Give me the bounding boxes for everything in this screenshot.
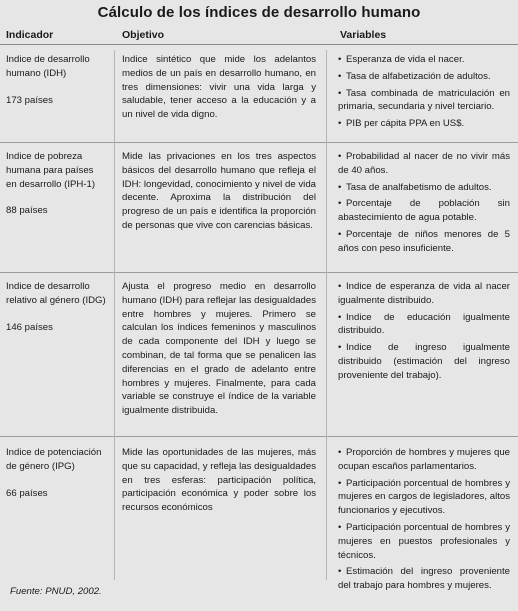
indicator-name: Indice de pobreza humana para países en desarrollo (IPH-1) <box>6 151 96 190</box>
variable-item: • Tasa de alfabetización de adultos. <box>338 70 491 82</box>
variable-item: • Tasa combinada de matriculación en primaria, secundaria y nivel terciario. <box>338 87 510 113</box>
variable-item: • Tasa de analfabetismo de adultos. <box>338 181 492 193</box>
indicator-cell <box>6 150 106 218</box>
variable-item: • Porcentaje de niños menores de 5 años con peso insuficiente. <box>338 228 510 254</box>
objective-cell: Mide las privaciones en los tres aspectos básicos del desarrollo humano que refleja el IDH: longevidad, conocimiento y nivel de vida decente. Aproxima la distribución del progreso de un país e identifica la proporción de personas que vive con carencias básicas. <box>122 151 316 231</box>
objective-cell: Ajusta el progreso medio en desarrollo humano (IDH) para reflejar las desigualdades entre hombres y mujeres. Primero se calculan los índices femeninos y masculinos de cada componente del IDH y luego se combinan, de tal forma que se penalicen las diferencias en el grado de adelanto entre hombres y mujeres. Finalmente, para cada variable se construye el índice de la variable igualmente distribuida. <box>122 281 316 417</box>
source-note: Fuente: PNUD, 2002. <box>10 586 102 597</box>
country-count: 146 países <box>6 321 53 333</box>
variable-item: • Estimación del ingreso proveniente del trabajo para hombres y mujeres. <box>338 566 510 592</box>
indicator-cell <box>6 446 106 500</box>
country-count: 66 países <box>6 487 48 499</box>
variable-item: • Indice de esperanza de vida al nacer igualmente distribuido. <box>338 281 510 306</box>
variable-item: • Porcentaje de población sin abastecimiento de agua potable. <box>338 198 510 224</box>
column-divider <box>326 50 327 580</box>
table-header <box>0 22 518 42</box>
indicator-cell <box>6 53 106 107</box>
variable-item: • PIB per cápita PPA en US$. <box>338 118 465 130</box>
header-indicator: Indicador <box>6 29 54 41</box>
column-divider <box>114 50 115 580</box>
variable-item: • Esperanza de vida el nacer. <box>338 54 465 65</box>
row-divider <box>0 436 518 437</box>
header-variables: Variables <box>340 29 387 41</box>
objective-cell: Indice sintético que mide los adelantos medios de un país en desarrollo humano, en tres dimensiones: vivir una vida larga y saludable, tener acceso a la educación y a un nivel de vida digno. <box>122 54 316 121</box>
indicator-name: Indice de desarrollo humano (IDH) <box>6 54 90 79</box>
row-divider <box>0 142 518 143</box>
indicator-cell <box>6 280 106 334</box>
table-title: Cálculo de los índices de desarrollo humano <box>97 4 421 21</box>
indicator-name: Indice de potenciación de género (IPG) <box>6 447 102 472</box>
variable-item: • Participación porcentual de hombres y mujeres en cargos de legisladores, altos funcionarios y ejecutivos. <box>338 477 510 517</box>
country-count: 88 países <box>6 205 48 217</box>
country-count: 173 países <box>6 94 53 106</box>
variables-cell <box>338 446 510 596</box>
variable-item: • Participación porcentual de hombres y mujeres en puestos profesionales y técnicos. <box>338 521 510 561</box>
variable-item: • Indice de educación igualmente distribuido. <box>338 311 510 337</box>
variable-item: • Indice de ingreso igualmente distribuido (estimación del ingreso proveniente del trabajo). <box>338 342 510 381</box>
indicator-name: Indice de desarrollo relativo al género (IDG) <box>6 281 106 306</box>
header-objective: Objetivo <box>122 29 165 41</box>
variable-item: • Proporción de hombres y mujeres que ocupan escaños parlamentarios. <box>338 447 510 472</box>
variable-item: • Probabilidad al nacer de no vivir más de 40 años. <box>338 151 510 176</box>
variables-cell <box>338 280 510 386</box>
row-divider <box>0 272 518 273</box>
variables-cell <box>338 53 510 134</box>
header-rule <box>0 44 518 45</box>
objective-cell: Mide las oportunidades de las mujeres, más que su capacidad, y refleja las desigualdades en tres esferas: participación política, participación económica y poder sobre los recursos económicos <box>122 447 316 514</box>
variables-cell <box>338 150 510 259</box>
